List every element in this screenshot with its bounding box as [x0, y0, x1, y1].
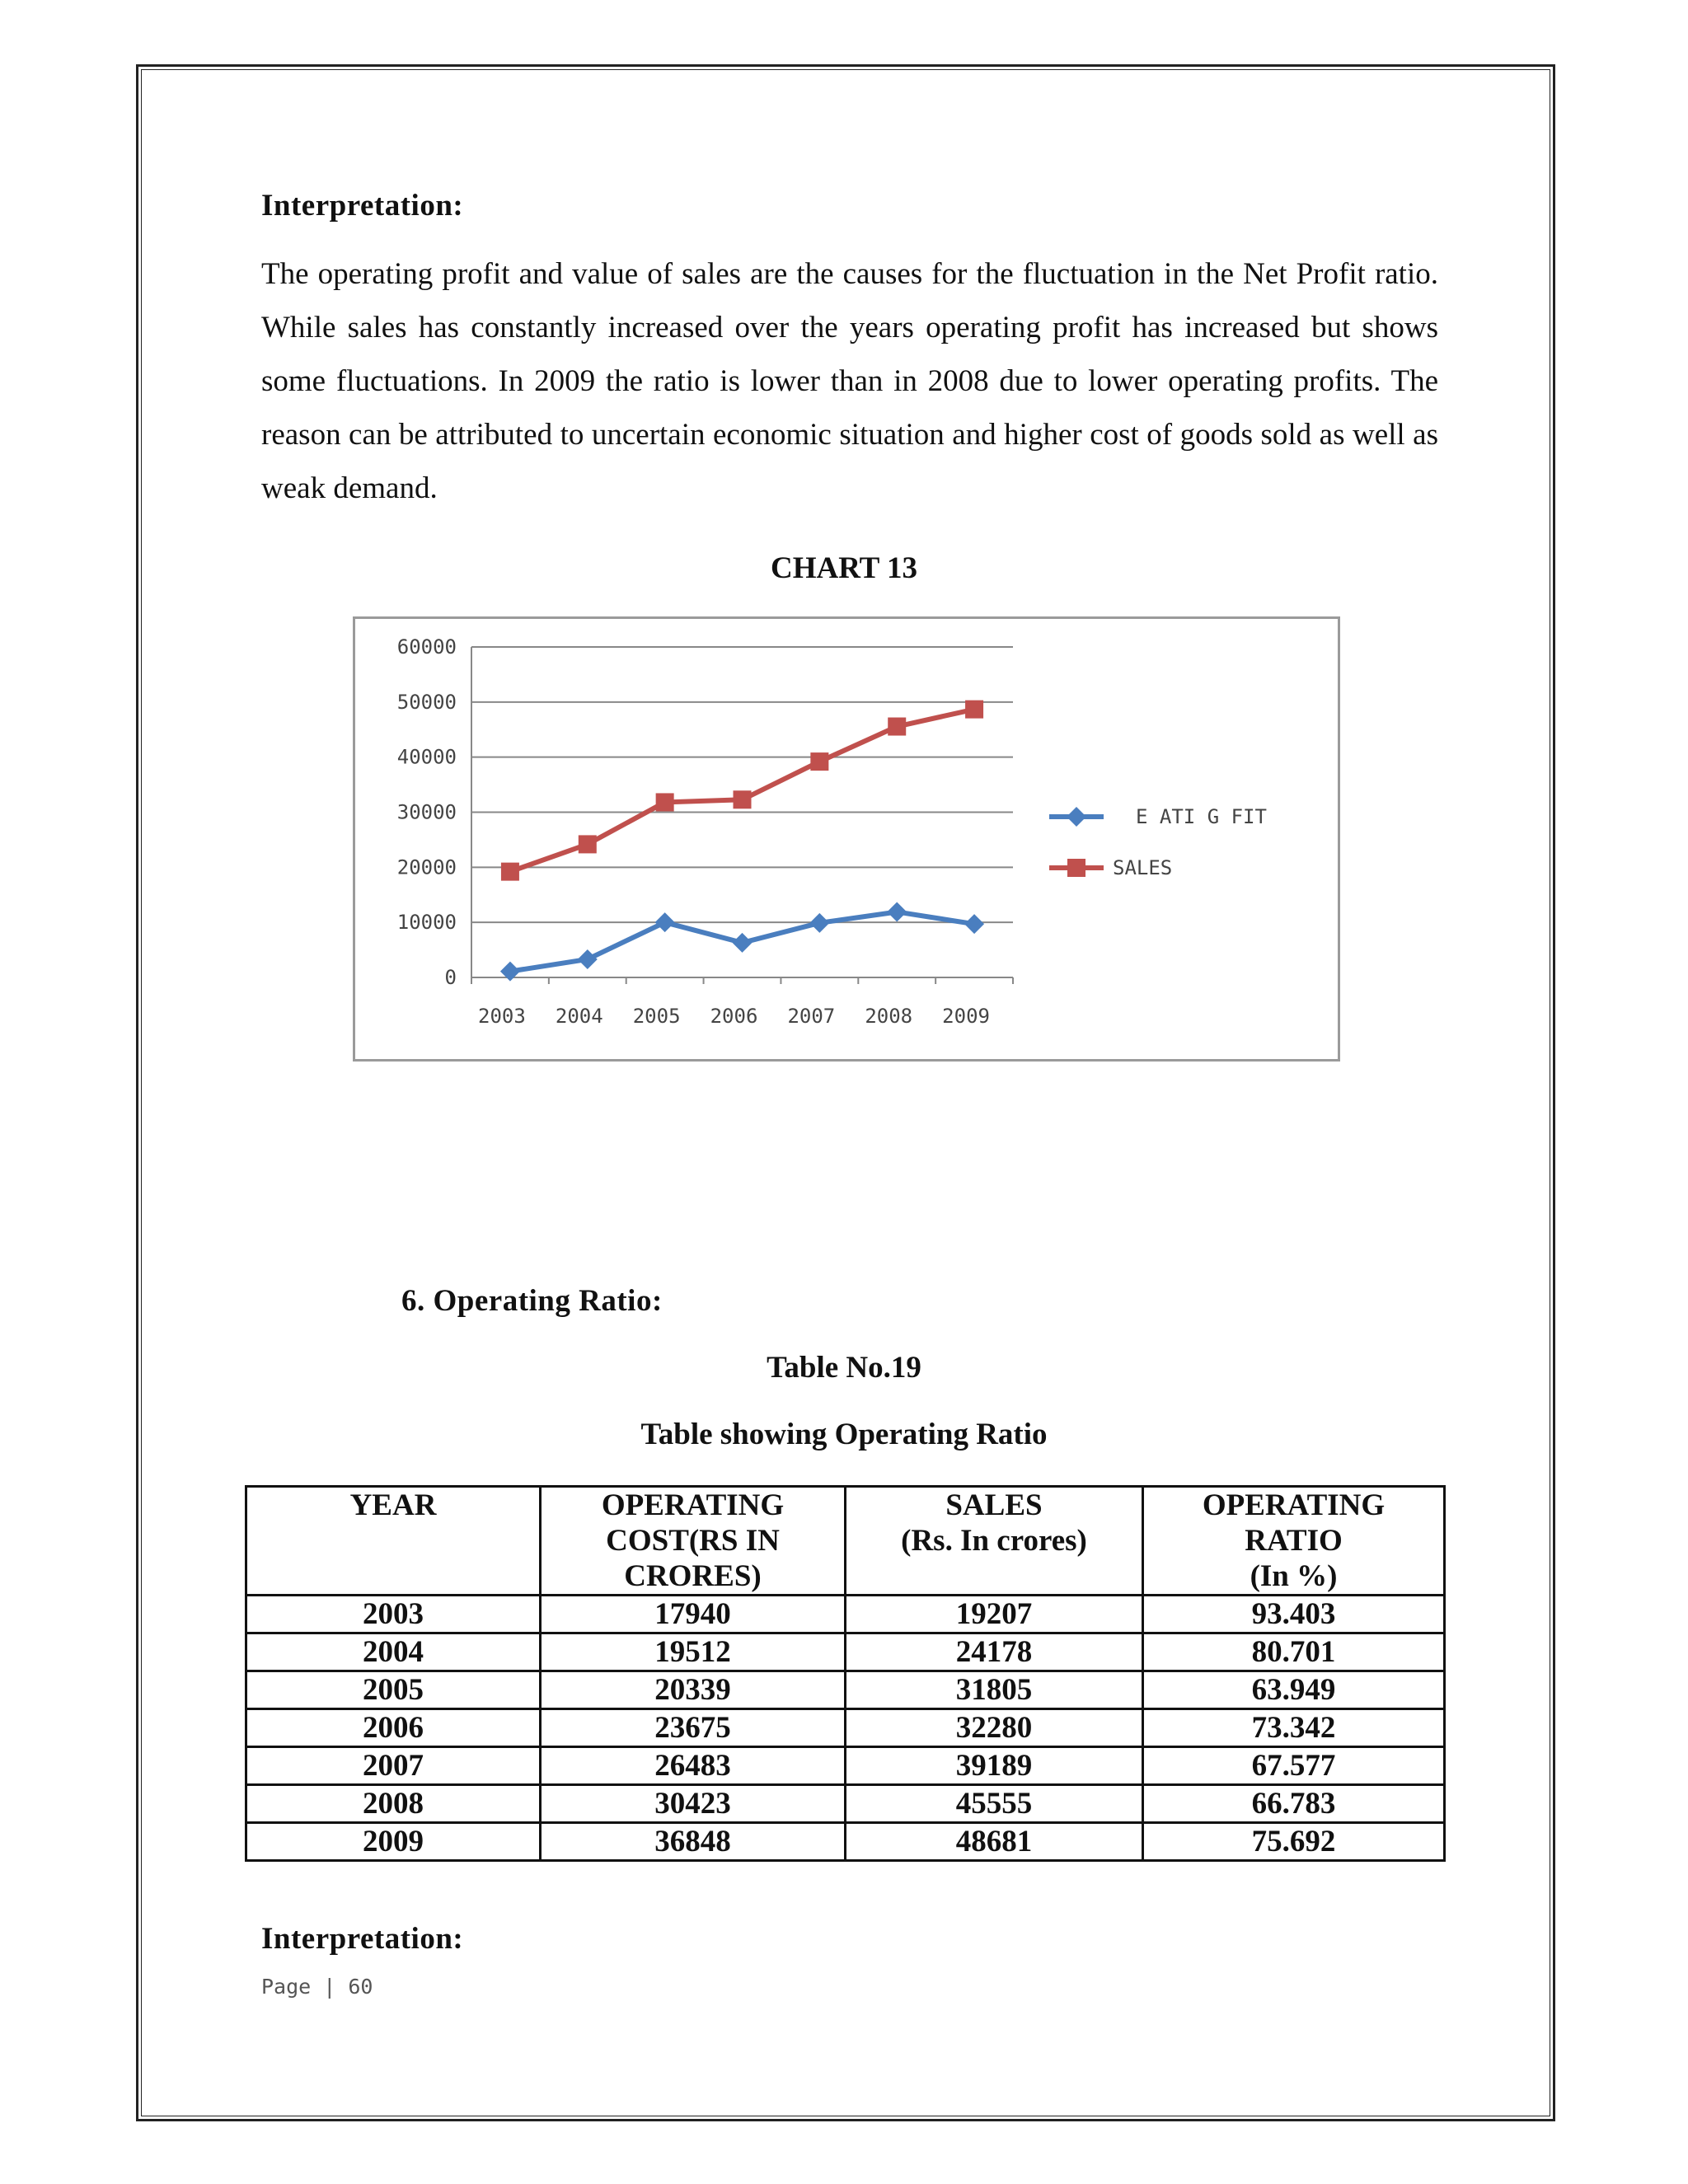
- legend-label: SALES: [1113, 856, 1173, 879]
- page-number: Page | 60: [261, 1975, 373, 1999]
- marker-diamond: [809, 913, 829, 933]
- table-row: [246, 1596, 1445, 1633]
- chart-canvas: [355, 619, 1338, 1059]
- table-row: [246, 1633, 1445, 1671]
- header-year: YEAR: [246, 1487, 541, 1596]
- cell-operating-cost: 23675: [541, 1709, 846, 1747]
- marker-square: [1067, 859, 1085, 877]
- y-tick-label: 40000: [396, 745, 457, 769]
- x-tick-label: 2006: [710, 1005, 758, 1028]
- cell-operating-ratio: 80.701: [1143, 1633, 1445, 1671]
- header-operating-ratio: OPERATING RATIO (In %): [1143, 1487, 1445, 1596]
- table-row: [246, 1785, 1445, 1823]
- cell-year: 2003: [246, 1596, 541, 1633]
- cell-operating-ratio: 63.949: [1143, 1671, 1445, 1709]
- cell-operating-cost: 26483: [541, 1747, 846, 1785]
- header-sales: SALES (Rs. In crores): [846, 1487, 1143, 1596]
- marker-diamond: [578, 949, 598, 969]
- cell-year: 2007: [246, 1747, 541, 1785]
- interpretation-heading-2: Interpretation:: [261, 1922, 464, 1956]
- table-row: [246, 1823, 1445, 1861]
- y-tick-label: 20000: [396, 855, 457, 879]
- cell-sales: 32280: [846, 1709, 1143, 1747]
- header-operating-cost: OPERATING COST(RS IN CRORES): [541, 1487, 846, 1596]
- table-row: [246, 1709, 1445, 1747]
- y-tick-label: 60000: [396, 635, 457, 658]
- cell-operating-cost: 36848: [541, 1823, 846, 1861]
- table-number: Table No.19: [767, 1351, 921, 1385]
- cell-year: 2005: [246, 1671, 541, 1709]
- x-tick-label: 2007: [787, 1005, 836, 1028]
- cell-sales: 39189: [846, 1747, 1143, 1785]
- cell-operating-ratio: 67.577: [1143, 1747, 1445, 1785]
- table-header-row: [246, 1487, 1445, 1596]
- cell-sales: 31805: [846, 1671, 1143, 1709]
- marker-square: [656, 793, 674, 811]
- marker-square: [734, 790, 752, 808]
- chart-title: CHART 13: [771, 551, 917, 585]
- marker-square: [501, 863, 519, 881]
- marker-diamond: [655, 912, 675, 932]
- cell-sales: 45555: [846, 1785, 1143, 1823]
- line-chart: [353, 616, 1340, 1062]
- marker-diamond: [1067, 807, 1086, 827]
- table-row: [246, 1747, 1445, 1785]
- cell-operating-ratio: 75.692: [1143, 1823, 1445, 1861]
- cell-year: 2008: [246, 1785, 541, 1823]
- y-tick-label: 30000: [396, 800, 457, 824]
- marker-diamond: [887, 902, 907, 921]
- legend-label: E ATI G FIT: [1136, 805, 1267, 828]
- cell-operating-cost: 19512: [541, 1633, 846, 1671]
- x-tick-label: 2003: [478, 1005, 526, 1028]
- operating-ratio-heading: 6. Operating Ratio:: [401, 1284, 663, 1318]
- y-tick-label: 10000: [396, 911, 457, 935]
- x-tick-label: 2005: [632, 1005, 681, 1028]
- interpretation-paragraph: The operating profit and value of sales are the causes for the fluctuation in the Net Profit ratio. While sales has constantly increased over the years operating profit has increased but shows some fluctuations. In 2009 the ratio is lower than in 2008 due to lower operating profits. The reason can be attributed to uncertain economic situation and higher cost of goods sold as well as weak demand.: [261, 257, 1438, 505]
- marker-square: [888, 718, 906, 736]
- cell-operating-cost: 30423: [541, 1785, 846, 1823]
- cell-operating-cost: 17940: [541, 1596, 846, 1633]
- cell-year: 2006: [246, 1709, 541, 1747]
- cell-sales: 19207: [846, 1596, 1143, 1633]
- cell-sales: 48681: [846, 1823, 1143, 1861]
- marker-diamond: [500, 962, 520, 982]
- cell-sales: 24178: [846, 1633, 1143, 1671]
- marker-square: [579, 835, 597, 853]
- x-tick-label: 2008: [865, 1005, 913, 1028]
- cell-operating-ratio: 73.342: [1143, 1709, 1445, 1747]
- cell-year: 2004: [246, 1633, 541, 1671]
- cell-operating-ratio: 93.403: [1143, 1596, 1445, 1633]
- x-tick-label: 2009: [942, 1005, 990, 1028]
- y-tick-label: 50000: [396, 690, 457, 714]
- table-caption: Table showing Operating Ratio: [640, 1418, 1048, 1451]
- marker-square: [810, 752, 828, 771]
- operating-ratio-table: [245, 1485, 1446, 1862]
- x-tick-label: 2004: [555, 1005, 603, 1028]
- marker-diamond: [733, 933, 753, 953]
- table-row: [246, 1671, 1445, 1709]
- marker-diamond: [964, 914, 984, 934]
- interpretation-heading: Interpretation:: [261, 189, 464, 223]
- cell-year: 2009: [246, 1823, 541, 1861]
- cell-operating-cost: 20339: [541, 1671, 846, 1709]
- marker-square: [965, 701, 983, 719]
- cell-operating-ratio: 66.783: [1143, 1785, 1445, 1823]
- y-tick-label: 0: [444, 966, 457, 989]
